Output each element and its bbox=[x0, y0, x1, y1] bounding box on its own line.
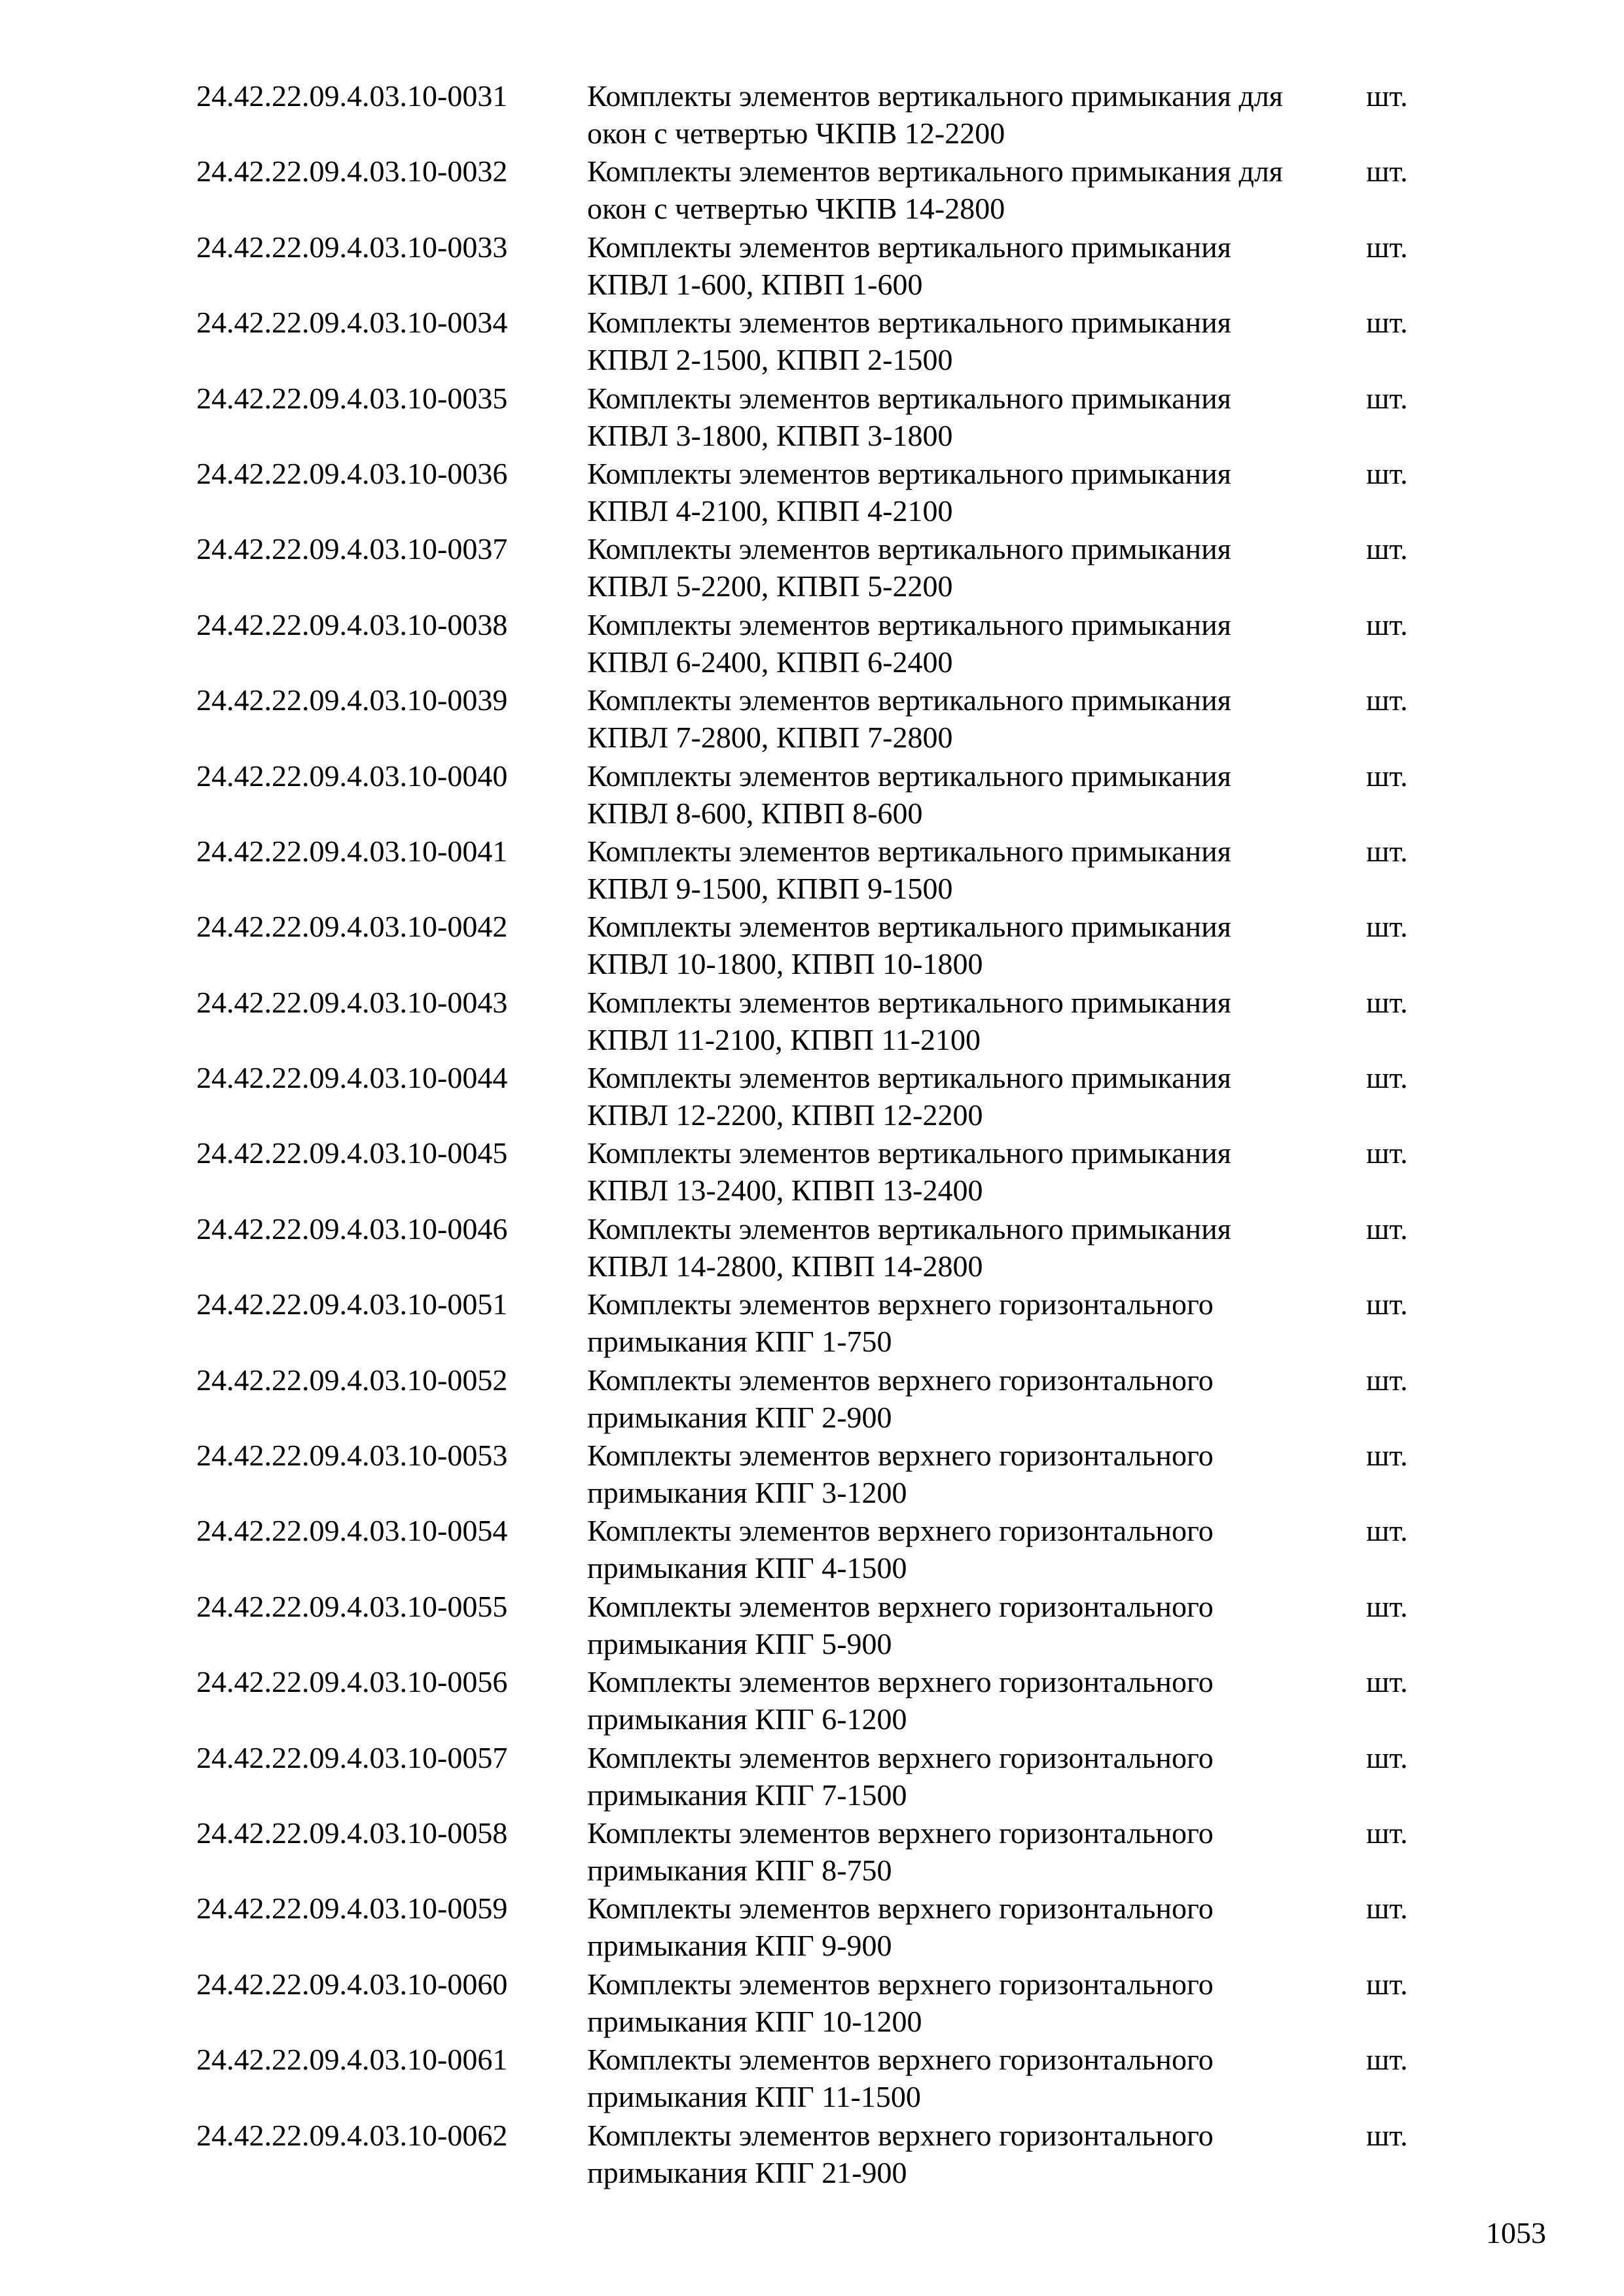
resource-code: 24.42.22.09.4.03.10-0037 bbox=[196, 532, 508, 566]
description-line: КПВЛ 12-2200, КПВП 12-2200 bbox=[587, 1098, 983, 1132]
description-line: Комплекты элементов вертикального примыкания для bbox=[587, 79, 1283, 113]
resource-description bbox=[587, 1890, 1366, 1964]
table-row bbox=[196, 2117, 1440, 2192]
unit-of-measure: шт. bbox=[1366, 1287, 1408, 1321]
description-line: Комплекты элементов верхнего горизонтального bbox=[587, 1439, 1214, 1473]
table-row bbox=[196, 228, 1440, 304]
resource-code: 24.42.22.09.4.03.10-0031 bbox=[196, 79, 508, 113]
unit-of-measure: шт. bbox=[1366, 306, 1408, 340]
description-line: Комплекты элементов вертикального примыкания bbox=[587, 1061, 1231, 1095]
table-row bbox=[196, 304, 1440, 379]
description-line: Комплекты элементов вертикального примыкания bbox=[587, 1211, 1231, 1246]
unit-of-measure: шт. bbox=[1366, 1967, 1408, 2001]
resource-description bbox=[587, 2041, 1366, 2115]
resource-code: 24.42.22.09.4.03.10-0062 bbox=[196, 2118, 508, 2152]
description-line: примыкания КПГ 1-750 bbox=[587, 1325, 892, 1359]
description-line: КПВЛ 3-1800, КПВП 3-1800 bbox=[587, 418, 953, 452]
description-line: КПВЛ 1-600, КПВП 1-600 bbox=[587, 267, 923, 301]
description-line: Комплекты элементов вертикального примыкания bbox=[587, 306, 1231, 340]
resource-code: 24.42.22.09.4.03.10-0054 bbox=[196, 1514, 508, 1548]
resource-description bbox=[587, 1512, 1366, 1587]
resource-description bbox=[587, 1134, 1366, 1209]
description-line: Комплекты элементов верхнего горизонтального bbox=[587, 1363, 1214, 1397]
description-line: КПВЛ 4-2100, КПВП 4-2100 bbox=[587, 493, 953, 528]
description-line: КПВЛ 11-2100, КПВП 11-2100 bbox=[587, 1022, 981, 1056]
unit-of-measure: шт. bbox=[1366, 154, 1408, 188]
resource-code: 24.42.22.09.4.03.10-0045 bbox=[196, 1136, 508, 1170]
resource-code: 24.42.22.09.4.03.10-0053 bbox=[196, 1439, 508, 1473]
table-row bbox=[196, 455, 1440, 530]
unit-of-measure: шт. bbox=[1366, 1514, 1408, 1548]
table-row bbox=[196, 606, 1440, 681]
resource-table bbox=[196, 77, 1440, 2192]
description-line: примыкания КПГ 3-1200 bbox=[587, 1476, 907, 1510]
description-line: Комплекты элементов верхнего горизонтального bbox=[587, 1892, 1214, 1926]
description-line: Комплекты элементов верхнего горизонтального bbox=[587, 1740, 1214, 1774]
resource-description bbox=[587, 1437, 1366, 1511]
description-line: окон с четвертью ЧКПВ 14-2800 bbox=[587, 192, 1005, 226]
resource-code: 24.42.22.09.4.03.10-0035 bbox=[196, 381, 508, 415]
unit-of-measure: шт. bbox=[1366, 79, 1408, 113]
resource-description bbox=[587, 984, 1366, 1058]
resource-code: 24.42.22.09.4.03.10-0033 bbox=[196, 230, 508, 264]
table-row bbox=[196, 681, 1440, 757]
description-line: примыкания КПГ 7-1500 bbox=[587, 1778, 907, 1812]
resource-code: 24.42.22.09.4.03.10-0046 bbox=[196, 1211, 508, 1246]
resource-description bbox=[587, 1965, 1366, 2040]
description-line: примыкания КПГ 9-900 bbox=[587, 1929, 892, 1963]
resource-description bbox=[587, 681, 1366, 756]
resource-description bbox=[587, 1588, 1366, 1662]
unit-of-measure: шт. bbox=[1366, 1061, 1408, 1095]
resource-code: 24.42.22.09.4.03.10-0056 bbox=[196, 1665, 508, 1699]
table-row bbox=[196, 1739, 1440, 1814]
resource-description bbox=[587, 380, 1366, 454]
description-line: КПВЛ 5-2200, КПВП 5-2200 bbox=[587, 569, 953, 603]
description-line: примыкания КПГ 2-900 bbox=[587, 1400, 892, 1434]
resource-code: 24.42.22.09.4.03.10-0039 bbox=[196, 683, 508, 717]
resource-description bbox=[587, 1361, 1366, 1436]
resource-description bbox=[587, 77, 1366, 152]
page-number: 1053 bbox=[1486, 2216, 1546, 2250]
resource-description bbox=[587, 2117, 1366, 2191]
description-line: Комплекты элементов вертикального примыкания bbox=[587, 1136, 1231, 1170]
unit-of-measure: шт. bbox=[1366, 381, 1408, 415]
resource-description bbox=[587, 228, 1366, 303]
unit-of-measure: шт. bbox=[1366, 1665, 1408, 1699]
resource-code: 24.42.22.09.4.03.10-0042 bbox=[196, 910, 508, 944]
resource-description bbox=[587, 1739, 1366, 1814]
unit-of-measure: шт. bbox=[1366, 1363, 1408, 1397]
description-line: Комплекты элементов верхнего горизонтального bbox=[587, 1816, 1214, 1850]
resource-code: 24.42.22.09.4.03.10-0040 bbox=[196, 759, 508, 793]
description-line: Комплекты элементов вертикального примыкания bbox=[587, 910, 1231, 944]
description-line: Комплекты элементов вертикального примыкания bbox=[587, 683, 1231, 717]
description-line: Комплекты элементов вертикального примыкания bbox=[587, 532, 1231, 566]
table-row bbox=[196, 2041, 1440, 2116]
table-row bbox=[196, 1890, 1440, 1965]
table-row bbox=[196, 1437, 1440, 1512]
resource-code: 24.42.22.09.4.03.10-0061 bbox=[196, 2043, 508, 2077]
description-line: КПВЛ 13-2400, КПВП 13-2400 bbox=[587, 1174, 983, 1208]
resource-code: 24.42.22.09.4.03.10-0044 bbox=[196, 1061, 508, 1095]
resource-description bbox=[587, 1814, 1366, 1889]
table-row bbox=[196, 1663, 1440, 1738]
description-line: Комплекты элементов верхнего горизонтального bbox=[587, 1967, 1214, 2001]
resource-code: 24.42.22.09.4.03.10-0041 bbox=[196, 834, 508, 868]
description-line: Комплекты элементов вертикального примыкания bbox=[587, 834, 1231, 868]
description-line: примыкания КПГ 10-1200 bbox=[587, 2004, 922, 2038]
resource-code: 24.42.22.09.4.03.10-0043 bbox=[196, 985, 508, 1019]
table-row bbox=[196, 380, 1440, 455]
description-line: Комплекты элементов верхнего горизонтального bbox=[587, 2043, 1214, 2077]
table-row bbox=[196, 530, 1440, 605]
resource-code: 24.42.22.09.4.03.10-0058 bbox=[196, 1816, 508, 1850]
resource-description bbox=[587, 1285, 1366, 1360]
resource-code: 24.42.22.09.4.03.10-0032 bbox=[196, 154, 508, 188]
description-line: КПВЛ 7-2800, КПВП 7-2800 bbox=[587, 721, 953, 755]
resource-code: 24.42.22.09.4.03.10-0051 bbox=[196, 1287, 508, 1321]
resource-code: 24.42.22.09.4.03.10-0052 bbox=[196, 1363, 508, 1397]
description-line: Комплекты элементов верхнего горизонтального bbox=[587, 1514, 1214, 1548]
table-row bbox=[196, 77, 1440, 152]
resource-description bbox=[587, 152, 1366, 227]
unit-of-measure: шт. bbox=[1366, 230, 1408, 264]
unit-of-measure: шт. bbox=[1366, 607, 1408, 641]
table-row bbox=[196, 1512, 1440, 1587]
description-line: Комплекты элементов вертикального примыкания для bbox=[587, 154, 1283, 188]
unit-of-measure: шт. bbox=[1366, 683, 1408, 717]
description-line: примыкания КПГ 4-1500 bbox=[587, 1551, 907, 1585]
resource-description bbox=[587, 757, 1366, 832]
table-row bbox=[196, 1965, 1440, 2041]
description-line: КПВЛ 6-2400, КПВП 6-2400 bbox=[587, 645, 953, 679]
resource-description bbox=[587, 606, 1366, 681]
table-row bbox=[196, 1210, 1440, 1285]
resource-description bbox=[587, 530, 1366, 605]
resource-description bbox=[587, 833, 1366, 907]
description-line: Комплекты элементов вертикального примыкания bbox=[587, 759, 1231, 793]
table-row bbox=[196, 1588, 1440, 1663]
table-row bbox=[196, 1059, 1440, 1134]
description-line: примыкания КПГ 5-900 bbox=[587, 1626, 892, 1660]
description-line: КПВЛ 14-2800, КПВП 14-2800 bbox=[587, 1249, 983, 1283]
unit-of-measure: шт. bbox=[1366, 456, 1408, 490]
resource-description bbox=[587, 455, 1366, 529]
unit-of-measure: шт. bbox=[1366, 1211, 1408, 1246]
resource-code: 24.42.22.09.4.03.10-0034 bbox=[196, 306, 508, 340]
unit-of-measure: шт. bbox=[1366, 1816, 1408, 1850]
description-line: Комплекты элементов вертикального примыкания bbox=[587, 985, 1231, 1019]
resource-description bbox=[587, 1663, 1366, 1738]
description-line: Комплекты элементов верхнего горизонтального bbox=[587, 2118, 1214, 2152]
unit-of-measure: шт. bbox=[1366, 759, 1408, 793]
description-line: КПВЛ 2-1500, КПВП 2-1500 bbox=[587, 343, 953, 377]
table-row bbox=[196, 152, 1440, 228]
table-row bbox=[196, 1285, 1440, 1361]
table-row bbox=[196, 908, 1440, 983]
resource-code: 24.42.22.09.4.03.10-0038 bbox=[196, 607, 508, 641]
description-line: Комплекты элементов верхнего горизонтального bbox=[587, 1665, 1214, 1699]
unit-of-measure: шт. bbox=[1366, 1892, 1408, 1926]
resource-description bbox=[587, 1210, 1366, 1285]
description-line: Комплекты элементов верхнего горизонтального bbox=[587, 1287, 1214, 1321]
resource-code: 24.42.22.09.4.03.10-0036 bbox=[196, 456, 508, 490]
unit-of-measure: шт. bbox=[1366, 2118, 1408, 2152]
description-line: примыкания КПГ 8-750 bbox=[587, 1853, 892, 1887]
table-row bbox=[196, 1134, 1440, 1210]
unit-of-measure: шт. bbox=[1366, 1740, 1408, 1774]
resource-description bbox=[587, 1059, 1366, 1134]
table-row bbox=[196, 1361, 1440, 1437]
description-line: КПВЛ 10-1800, КПВП 10-1800 bbox=[587, 947, 983, 981]
resource-code: 24.42.22.09.4.03.10-0057 bbox=[196, 1740, 508, 1774]
description-line: КПВЛ 9-1500, КПВП 9-1500 bbox=[587, 871, 953, 905]
description-line: примыкания КПГ 11-1500 bbox=[587, 2080, 921, 2114]
table-row bbox=[196, 833, 1440, 908]
unit-of-measure: шт. bbox=[1366, 1589, 1408, 1623]
unit-of-measure: шт. bbox=[1366, 532, 1408, 566]
description-line: КПВЛ 8-600, КПВП 8-600 bbox=[587, 796, 923, 830]
description-line: Комплекты элементов вертикального примыкания bbox=[587, 456, 1231, 490]
description-line: Комплекты элементов верхнего горизонтального bbox=[587, 1589, 1214, 1623]
resource-description bbox=[587, 908, 1366, 982]
unit-of-measure: шт. bbox=[1366, 834, 1408, 868]
resource-code: 24.42.22.09.4.03.10-0055 bbox=[196, 1589, 508, 1623]
description-line: окон с четвертью ЧКПВ 12-2200 bbox=[587, 117, 1005, 150]
description-line: Комплекты элементов вертикального примыкания bbox=[587, 607, 1231, 641]
description-line: Комплекты элементов вертикального примыкания bbox=[587, 381, 1231, 415]
resource-code: 24.42.22.09.4.03.10-0060 bbox=[196, 1967, 508, 2001]
table-row bbox=[196, 1814, 1440, 1890]
description-line: Комплекты элементов вертикального примыкания bbox=[587, 230, 1231, 264]
description-line: примыкания КПГ 21-900 bbox=[587, 2155, 907, 2189]
table-row bbox=[196, 757, 1440, 833]
unit-of-measure: шт. bbox=[1366, 2043, 1408, 2077]
resource-description bbox=[587, 304, 1366, 378]
table-row bbox=[196, 984, 1440, 1059]
unit-of-measure: шт. bbox=[1366, 910, 1408, 944]
unit-of-measure: шт. bbox=[1366, 1439, 1408, 1473]
unit-of-measure: шт. bbox=[1366, 985, 1408, 1019]
resource-code: 24.42.22.09.4.03.10-0059 bbox=[196, 1892, 508, 1926]
description-line: примыкания КПГ 6-1200 bbox=[587, 1702, 907, 1736]
unit-of-measure: шт. bbox=[1366, 1136, 1408, 1170]
